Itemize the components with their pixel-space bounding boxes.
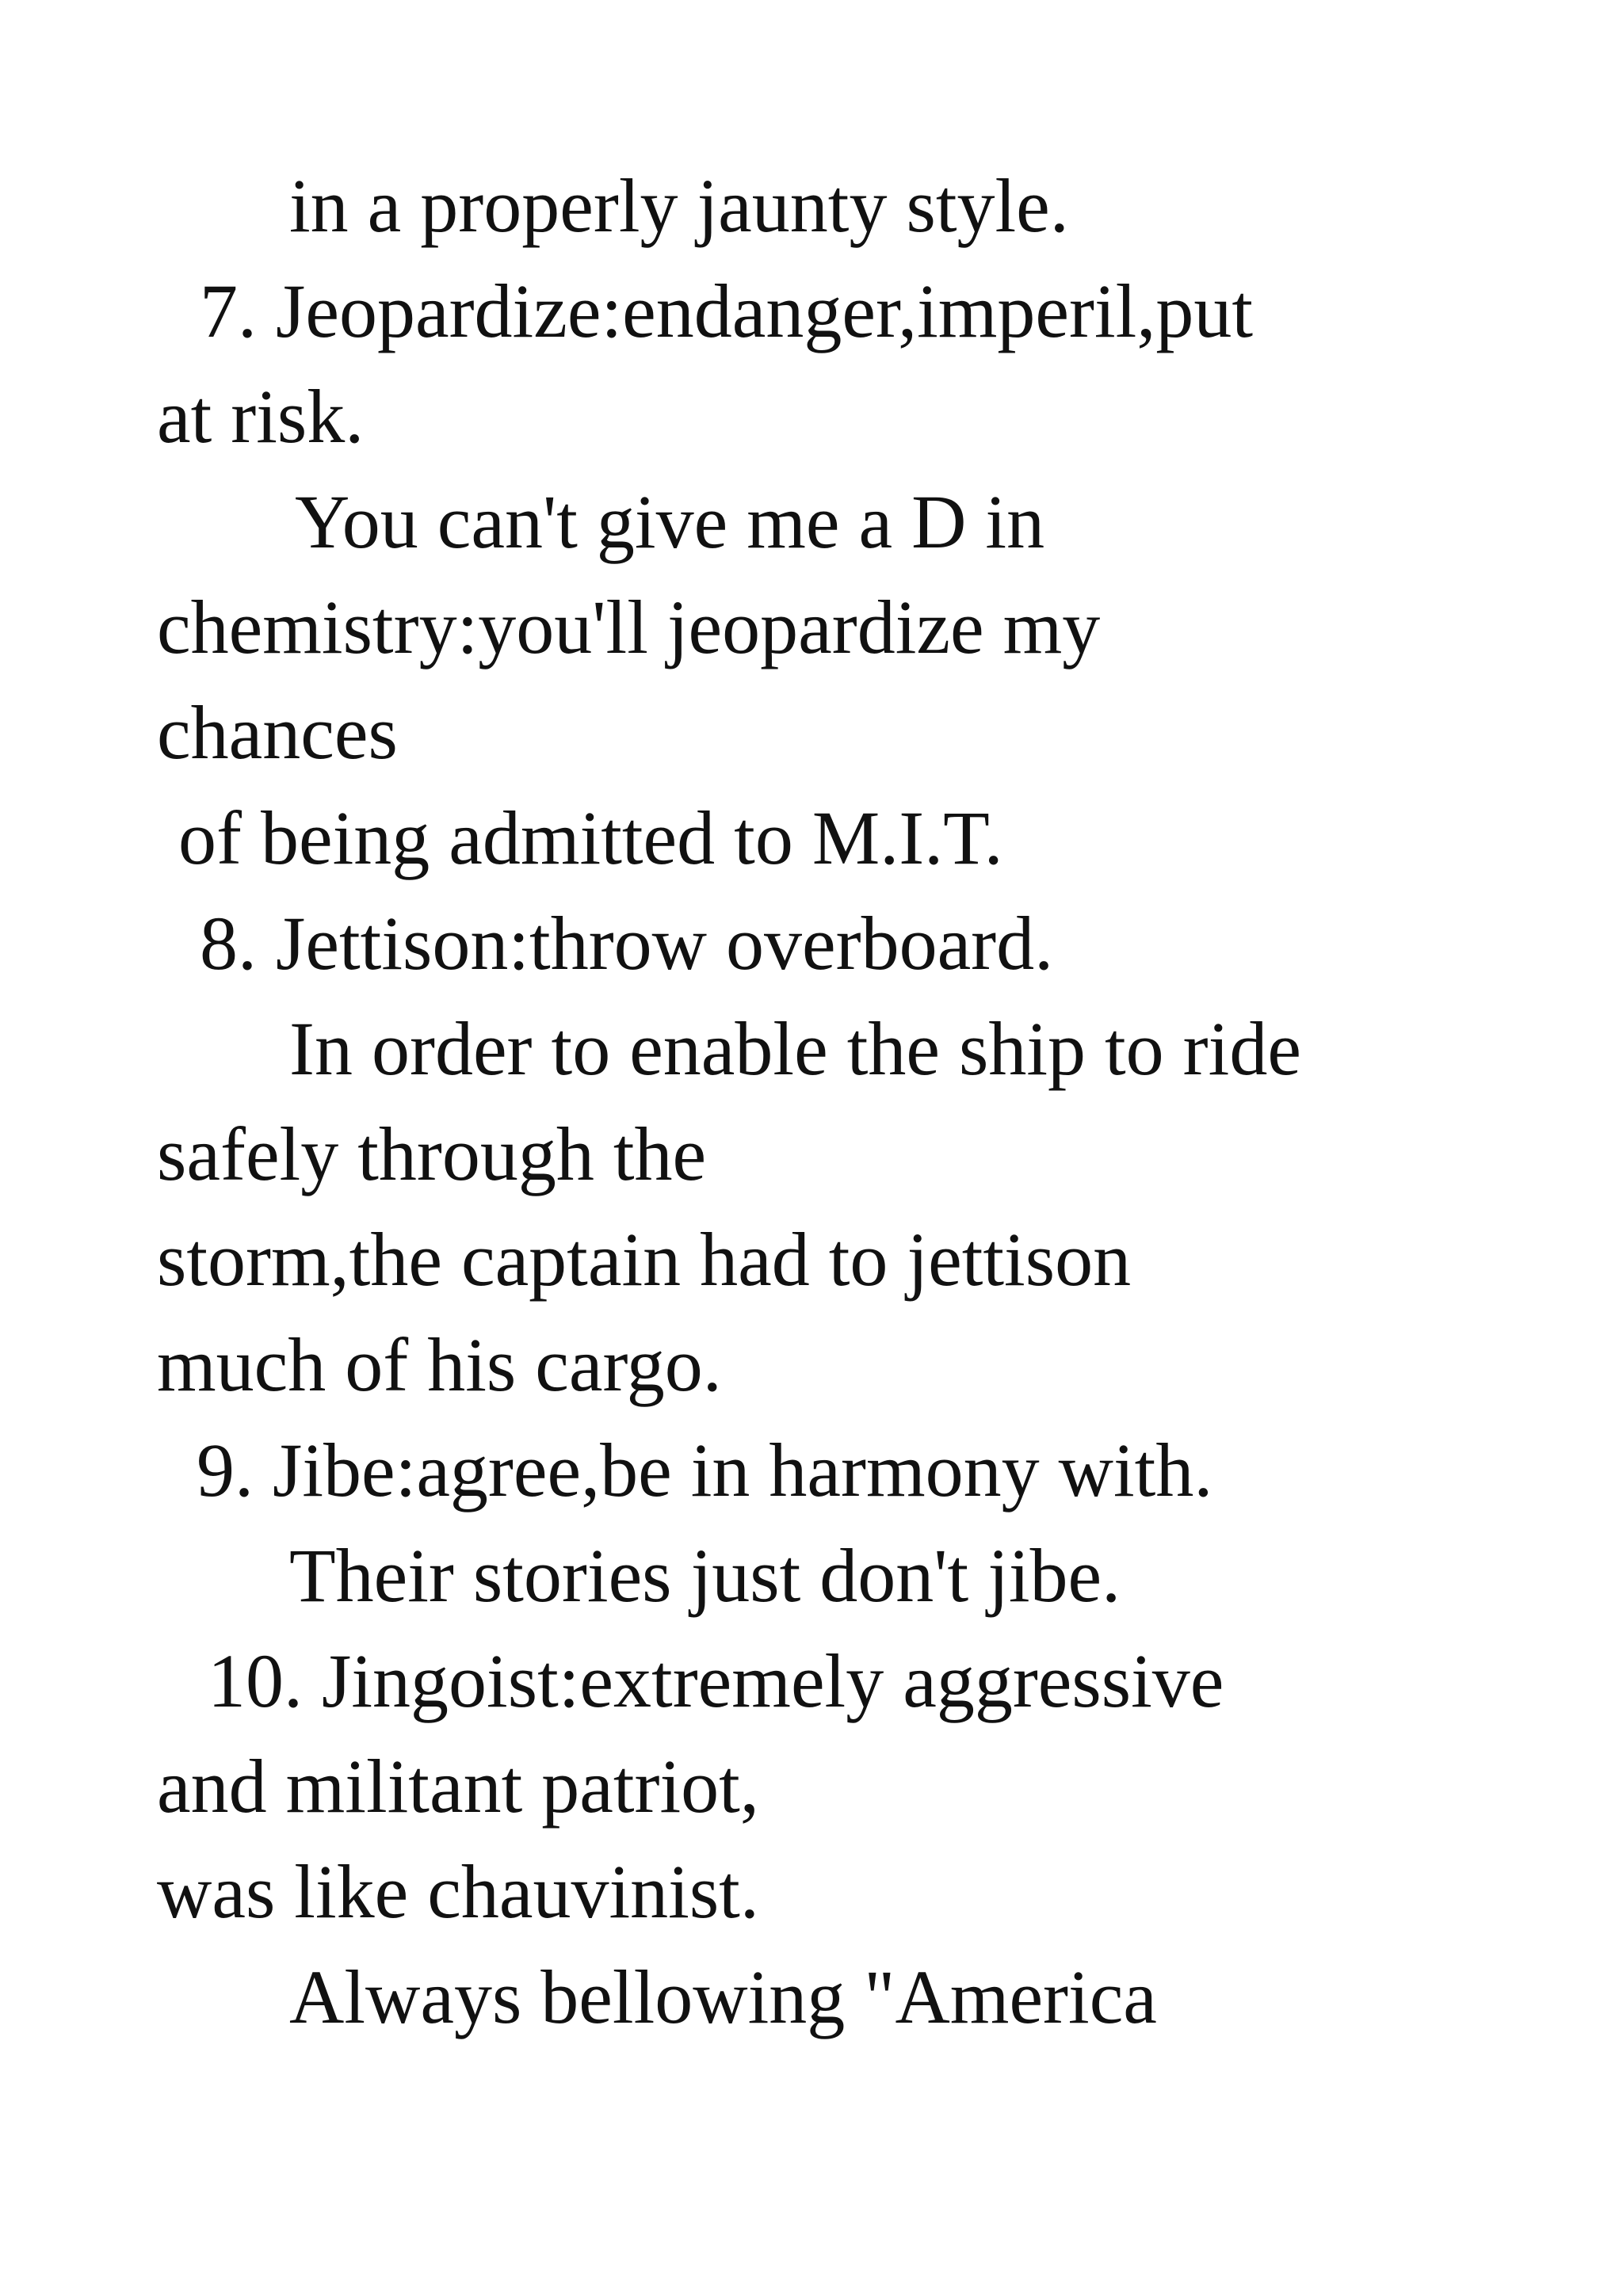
text-line: in a properly jaunty style. (289, 163, 1069, 248)
text-line: much of his cargo. (157, 1322, 722, 1407)
text-line: In order to enable the ship to ride (289, 1006, 1301, 1091)
text-line: chemistry:you'll jeopardize my (157, 585, 1101, 669)
text-line: chances (157, 690, 398, 775)
text-line: 7. Jeopardize:endanger,imperil,put (200, 269, 1253, 353)
text-line: at risk. (157, 374, 365, 459)
text-line: Always bellowing "America (289, 1955, 1157, 2039)
text-line: of being admitted to M.I.T. (178, 795, 1003, 880)
text-line: 8. Jettison:throw overboard. (200, 901, 1054, 986)
text-line: safely through the (157, 1112, 707, 1196)
text-line: and militant patriot, (157, 1744, 759, 1829)
text-line: was like chauvinist. (157, 1849, 759, 1934)
text-line: storm,the captain had to jettison (157, 1217, 1132, 1302)
text-line: You can't give me a D in (295, 479, 1045, 564)
text-line: 10. Jingoist:extremely aggressive (208, 1638, 1224, 1723)
text-line: Their stories just don't jibe. (289, 1533, 1121, 1618)
text-line: 9. Jibe:agree,be in harmony with. (197, 1428, 1213, 1512)
